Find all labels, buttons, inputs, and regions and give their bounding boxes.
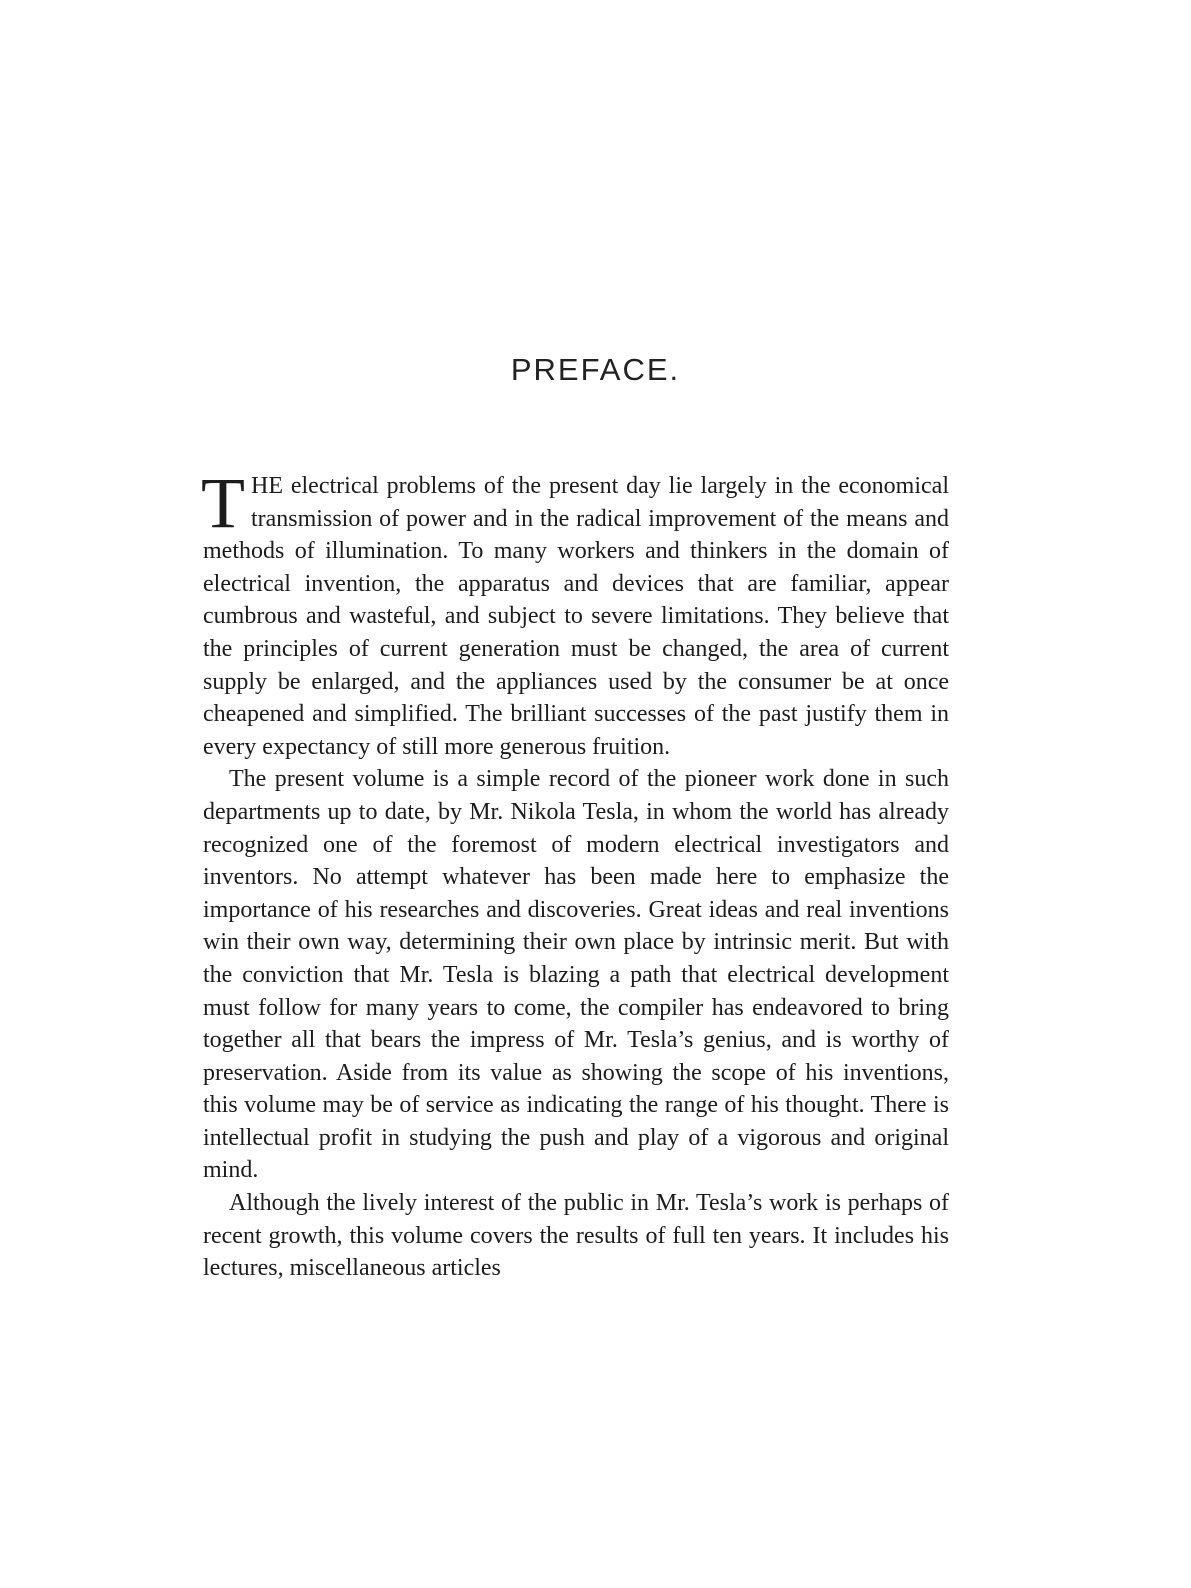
paragraph-1-text: electrical problems of the present day lie largely in the economical transmission of power and in the radical improvement of the means and methods of illumination. To many workers and thinkers in the domain of electrical invention, the apparatus and devices that are familiar, appear cumbrous and wasteful, and subject to severe limitations. They believe that the principles of current generation must be changed, the area of current supply be enlarged, and the appliances used by the consumer be at once cheapened and simplified. The brilliant successes of the past justify them in every expectancy of still more generous fruition.: [203, 473, 949, 760]
page-title: PREFACE.: [510, 352, 681, 387]
preface-body: [201, 463, 949, 1285]
paragraph-1: [201, 463, 949, 763]
drop-cap: T: [201, 463, 245, 543]
paragraph-1-lead: HE: [250, 473, 283, 499]
paragraph-2: The present volume is a simple record of the pioneer work done in such departments up to date, by Mr. Nikola Tesla, in whom the world has already recognized one of the foremost of modern electrical investigators and inventors. No attempt whatever has been made here to emphasize the importance of his researches and discoveries. Great ideas and real inventions win their own way, determining their own place by intrinsic merit. But with the conviction that Mr. Tesla is blazing a path that electrical development must follow for many years to come, the compiler has endeavored to bring together all that bears the impress of Mr. Tesla’s genius, and is worthy of preservation. Aside from its value as showing the scope of his inventions, this volume may be of service as indicating the range of his thought. There is intellectual profit in studying the push and play of a vigorous and original mind.: [203, 766, 949, 1184]
paragraph-3: Although the lively interest of the public in Mr. Tesla’s work is perhaps of recent growth, this volume covers the results of full ten years. It includes his lectures, miscellaneous articles: [203, 1190, 949, 1282]
